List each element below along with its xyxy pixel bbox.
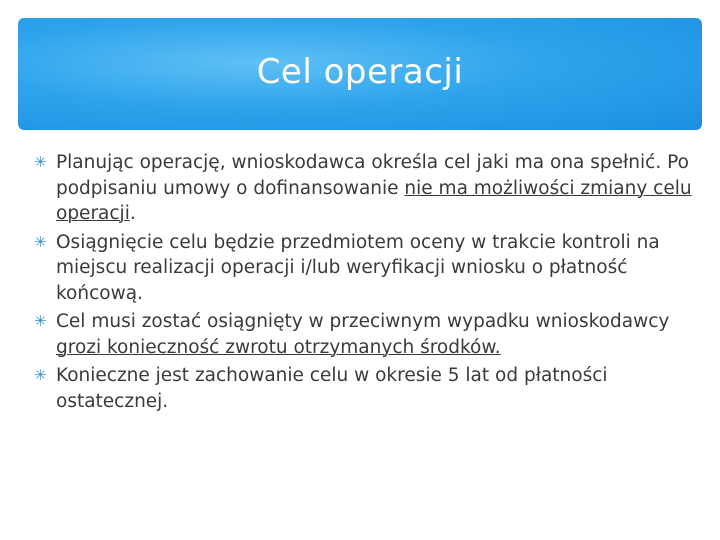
- bullet-item: [34, 230, 694, 307]
- bullet-item: [34, 309, 694, 360]
- bullet-item: [34, 150, 694, 227]
- asterisk-bullet-icon: ✳: [34, 153, 47, 171]
- bullet-underlined-text: nie ma możliwości zmiany celu operacji: [56, 177, 692, 224]
- bullet-underlined-text: grozi konieczność zwrotu otrzymanych środków.: [56, 336, 501, 358]
- bullet-text: Planując operację, wnioskodawca określa cel jaki ma ona spełnić. Po podpisaniu umowy o dofinansowanie: [56, 152, 689, 199]
- bullet-text: Konieczne jest zachowanie celu w okresie 5 lat od płatności ostatecznej.: [56, 365, 608, 412]
- bullet-item: [34, 363, 694, 414]
- asterisk-bullet-icon: ✳: [34, 232, 47, 251]
- bullet-text: Osiągnięcie celu będzie przedmiotem oceny w trakcie kontroli na miejscu realizacji operacji i/lub weryfikacji wniosku o płatność końcową.: [56, 231, 660, 304]
- slide-title: Cel operacji: [256, 52, 464, 92]
- asterisk-bullet-icon: ✳: [34, 366, 47, 384]
- bullet-list: [34, 150, 694, 417]
- asterisk-bullet-icon: ✳: [34, 312, 47, 330]
- bullet-text-end: .: [129, 203, 136, 224]
- bullet-text: Cel musi zostać osiągnięty w przeciwnym wypadku wnioskodawcy: [56, 311, 670, 332]
